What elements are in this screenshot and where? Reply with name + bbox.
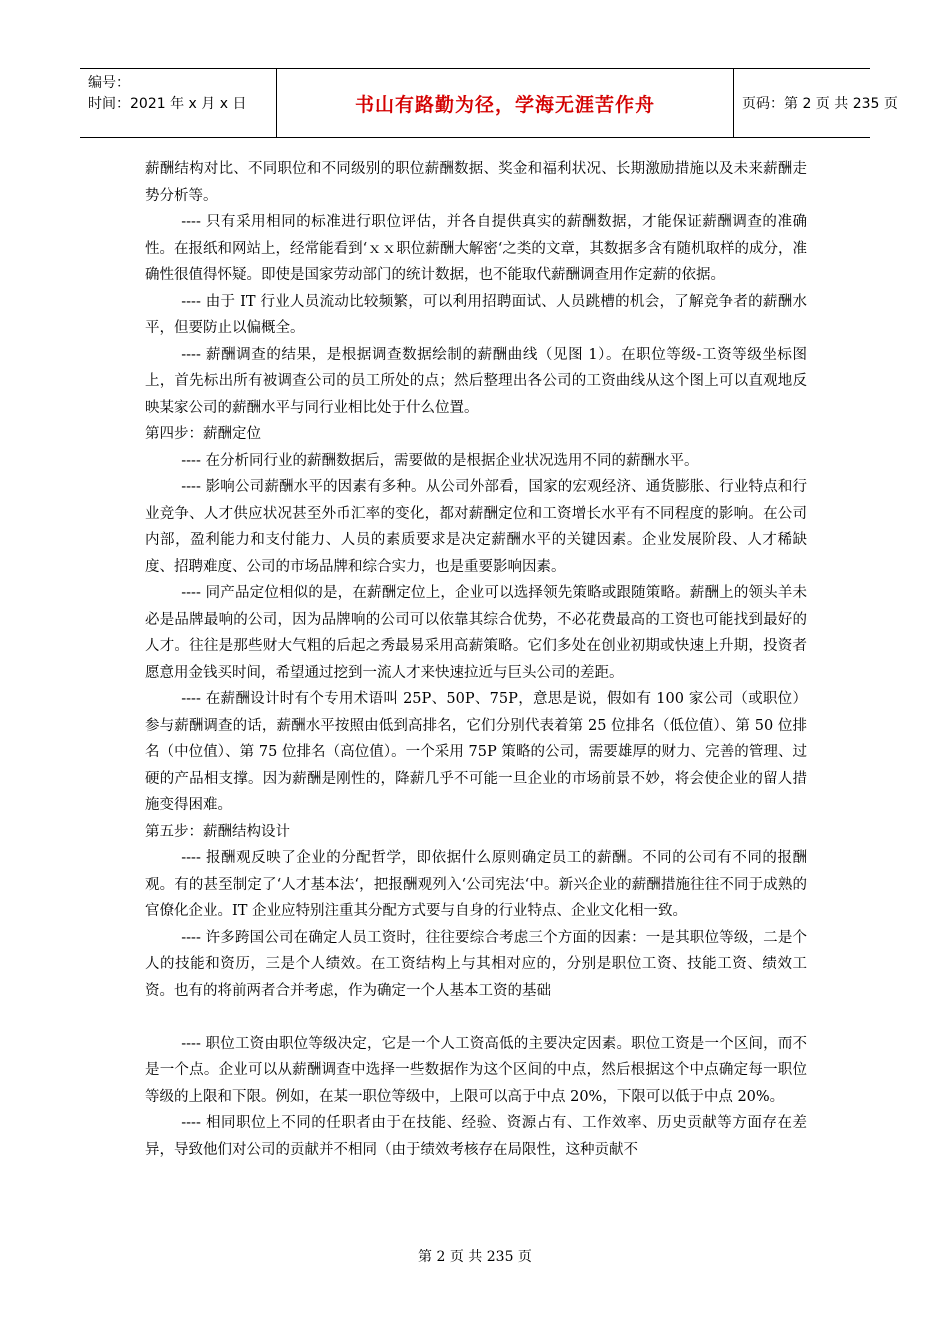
- body-paragraph: ---- 同产品定位相似的是，在薪酬定位上，企业可以选择领先策略或跟随策略。薪酬上的领头羊未必是品牌最响的公司，因为品牌响的公司可以依靠其综合优势，不必花费最高的工资也可能找到最好的人才。往往是那些财大气粗的后起之秀最易采用高薪策略。它们多处在创业初期或快速上升期，投资者愿意用金钱买时间，希望通过挖到一流人才来快速拉近与巨头公司的差距。: [145, 585, 807, 681]
- header-page-info: 页码：第 2 页 共 235 页: [742, 96, 898, 112]
- body-paragraph: ---- 许多跨国公司在确定人员工资时，往往要综合考虑三个方面的因素：一是其职位等级，二是个人的技能和资历，三是个人绩效。在工资结构上与其相对应的，分别是职位工资、技能工资、绩效工资。也有的将前两者合并考虑，作为确定一个人基本工资的基础: [145, 929, 807, 999]
- body-paragraph: ---- 在薪酬设计时有个专用术语叫 25P、50P、75P，意思是说，假如有 100 家公司（或职位）参与薪酬调查的话，薪酬水平按照由低到高排名，它们分别代表着第 25 位排名（低位值）、第 50 位排名（中位值）、第 75 位排名（高位值）。一个采用 75P 策略的公司，需要雄厚的财力、完善的管理、过硬的产品相支撑。因为薪酬是刚性的，降薪几乎不可能一旦企业的市场前景不妙，将会使企业的留人措施变得困难。: [145, 691, 807, 813]
- document-date-label: 时间：2021 年 x 月 x 日: [88, 96, 247, 112]
- body-paragraph: ---- 由于 IT 行业人员流动比较频繁，可以利用招聘面试、人员跳槽的机会，了解竞争者的薪酬水平，但要防止以偏概全。: [145, 293, 807, 336]
- page-header: [80, 68, 898, 138]
- body-paragraph: ---- 职位工资由职位等级决定，它是一个人工资高低的主要决定因素。职位工资是一个区间，而不是一个点。企业可以从薪酬调查中选择一些数据作为这个区间的中点，然后根据这个中点确定每一职位等级的上限和下限。例如，在某一职位等级中，上限可以高于中点 20%，下限可以低于中点 20%。: [145, 1035, 807, 1105]
- section-heading: 第四步：薪酬定位: [145, 426, 261, 442]
- body-paragraph: ---- 只有采用相同的标准进行职位评估，并各自提供真实的薪酬数据，才能保证薪酬调查的准确性。在报纸和网站上，经常能看到‘ｘｘ职位薪酬大解密‘之类的文章，其数据多含有随机取样的成分，准确性很值得怀疑。即使是国家劳动部门的统计数据，也不能取代薪酬调查用作定薪的依据。: [145, 214, 807, 283]
- body-paragraph: ---- 报酬观反映了企业的分配哲学，即依据什么原则确定员工的薪酬。不同的公司有不同的报酬观。有的甚至制定了‘人才基本法‘，把报酬观列入‘公司宪法‘中。新兴企业的薪酬措施往往不同于成熟的官僚化企业。IT 企业应特别注重其分配方式要与自身的行业特点、企业文化相一致。: [145, 850, 807, 919]
- header-meta: [88, 73, 276, 133]
- body-paragraph: 薪酬结构对比、不同职位和不同级别的职位薪酬数据、奖金和福利状况、长期激励措施以及未来薪酬走势分析等。: [145, 161, 807, 204]
- section-heading: 第五步：薪酬结构设计: [145, 823, 290, 840]
- body-paragraph: ---- 影响公司薪酬水平的因素有多种。从公司外部看，国家的宏观经济、通货膨胀、行业特点和行业竞争、人才供应状况甚至外币汇率的变化，都对薪酬定位和工资增长水平有不同程度的影响。在公司内部，盈利能力和支付能力、人员的素质要求是决定薪酬水平的关键因素。企业发展阶段、人才稀缺度、招聘难度、公司的市场品牌和综合实力，也是重要影响因素。: [145, 479, 807, 575]
- header-motto: 书山有路勤为径，学海无涯苦作舟: [276, 69, 734, 137]
- document-number-label: 编号：: [88, 75, 130, 91]
- body-paragraph: ---- 相同职位上不同的任职者由于在技能、经验、资源占有、工作效率、历史贡献等方面存在差异，导致他们对公司的贡献并不相同（由于绩效考核存在局限性，这种贡献不: [145, 1115, 807, 1158]
- body-paragraph: ---- 在分析同行业的薪酬数据后，需要做的是根据企业状况选用不同的薪酬水平。: [181, 452, 699, 469]
- page-footer: 第 2 页 共 235 页: [418, 1249, 532, 1265]
- body-paragraph: ---- 薪酬调查的结果，是根据调查数据绘制的薪酬曲线（见图 1）。在职位等级-工资等级坐标图上，首先标出所有被调查公司的员工所处的点；然后整理出各公司的工资曲线从这个图上可以直观地反映某家公司的薪酬水平与同行业相比处于什么位置。: [145, 346, 807, 416]
- document-body: [145, 156, 807, 1163]
